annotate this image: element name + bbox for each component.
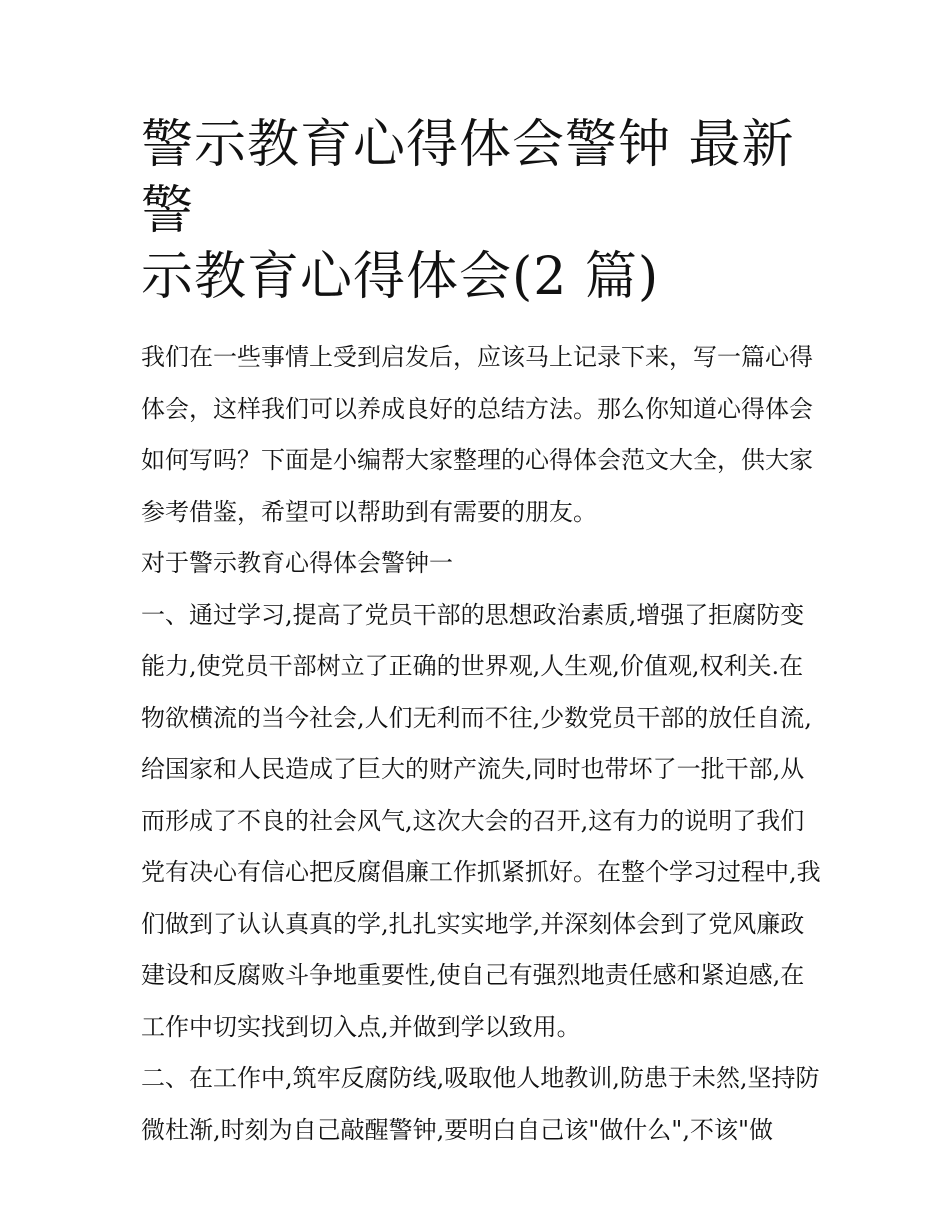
document-content bbox=[141, 112, 821, 1156]
document-title bbox=[141, 112, 821, 310]
title-line-1: 警示教育心得体会警钟 最新警 bbox=[141, 115, 795, 241]
intro-paragraph: 我们在一些事情上受到启发后，应该马上记录下来，写一篇心得体会，这样我们可以养成良好的总结方法。那么你知道心得体会如何写吗？下面是小编帮大家整理的心得体会范文大全，供大家参考借鉴，希望可以帮助到有需要的朋友。 bbox=[141, 343, 813, 526]
section-heading: 对于警示教育心得体会警钟一 bbox=[141, 549, 453, 577]
point-two-paragraph: 二、在工作中,筑牢反腐防线,吸取他人地教训,防患于未然,坚持防微杜渐,时刻为自己敲醒警钟,要明白自己该"做什么",不该"做 bbox=[141, 1064, 820, 1144]
document-body bbox=[141, 332, 821, 1156]
title-line-2: 示教育心得体会(2 篇) bbox=[141, 247, 660, 307]
point-one-paragraph: 一、通过学习,提高了党员干部的思想政治素质,增强了拒腐防变能力,使党员干部树立了正确的世界观,人生观,价值观,权利关.在物欲横流的当今社会,人们无利而不往,少数党员干部的放任自流,给国家和人民造成了巨大的财产流失,同时也带坏了一批干部,从而形成了不良的社会风气,这次大会的召开,这有力的说明了我们党有决心有信心把反腐倡廉工作抓紧抓好。在整个学习过程中,我们做到了认认真真的学,扎扎实实地学,并深刻体会到了党风廉政建设和反腐败斗争地重要性,使自己有强烈地责任感和紧迫感,在工作中切实找到切入点,并做到学以致用。 bbox=[141, 600, 821, 1041]
